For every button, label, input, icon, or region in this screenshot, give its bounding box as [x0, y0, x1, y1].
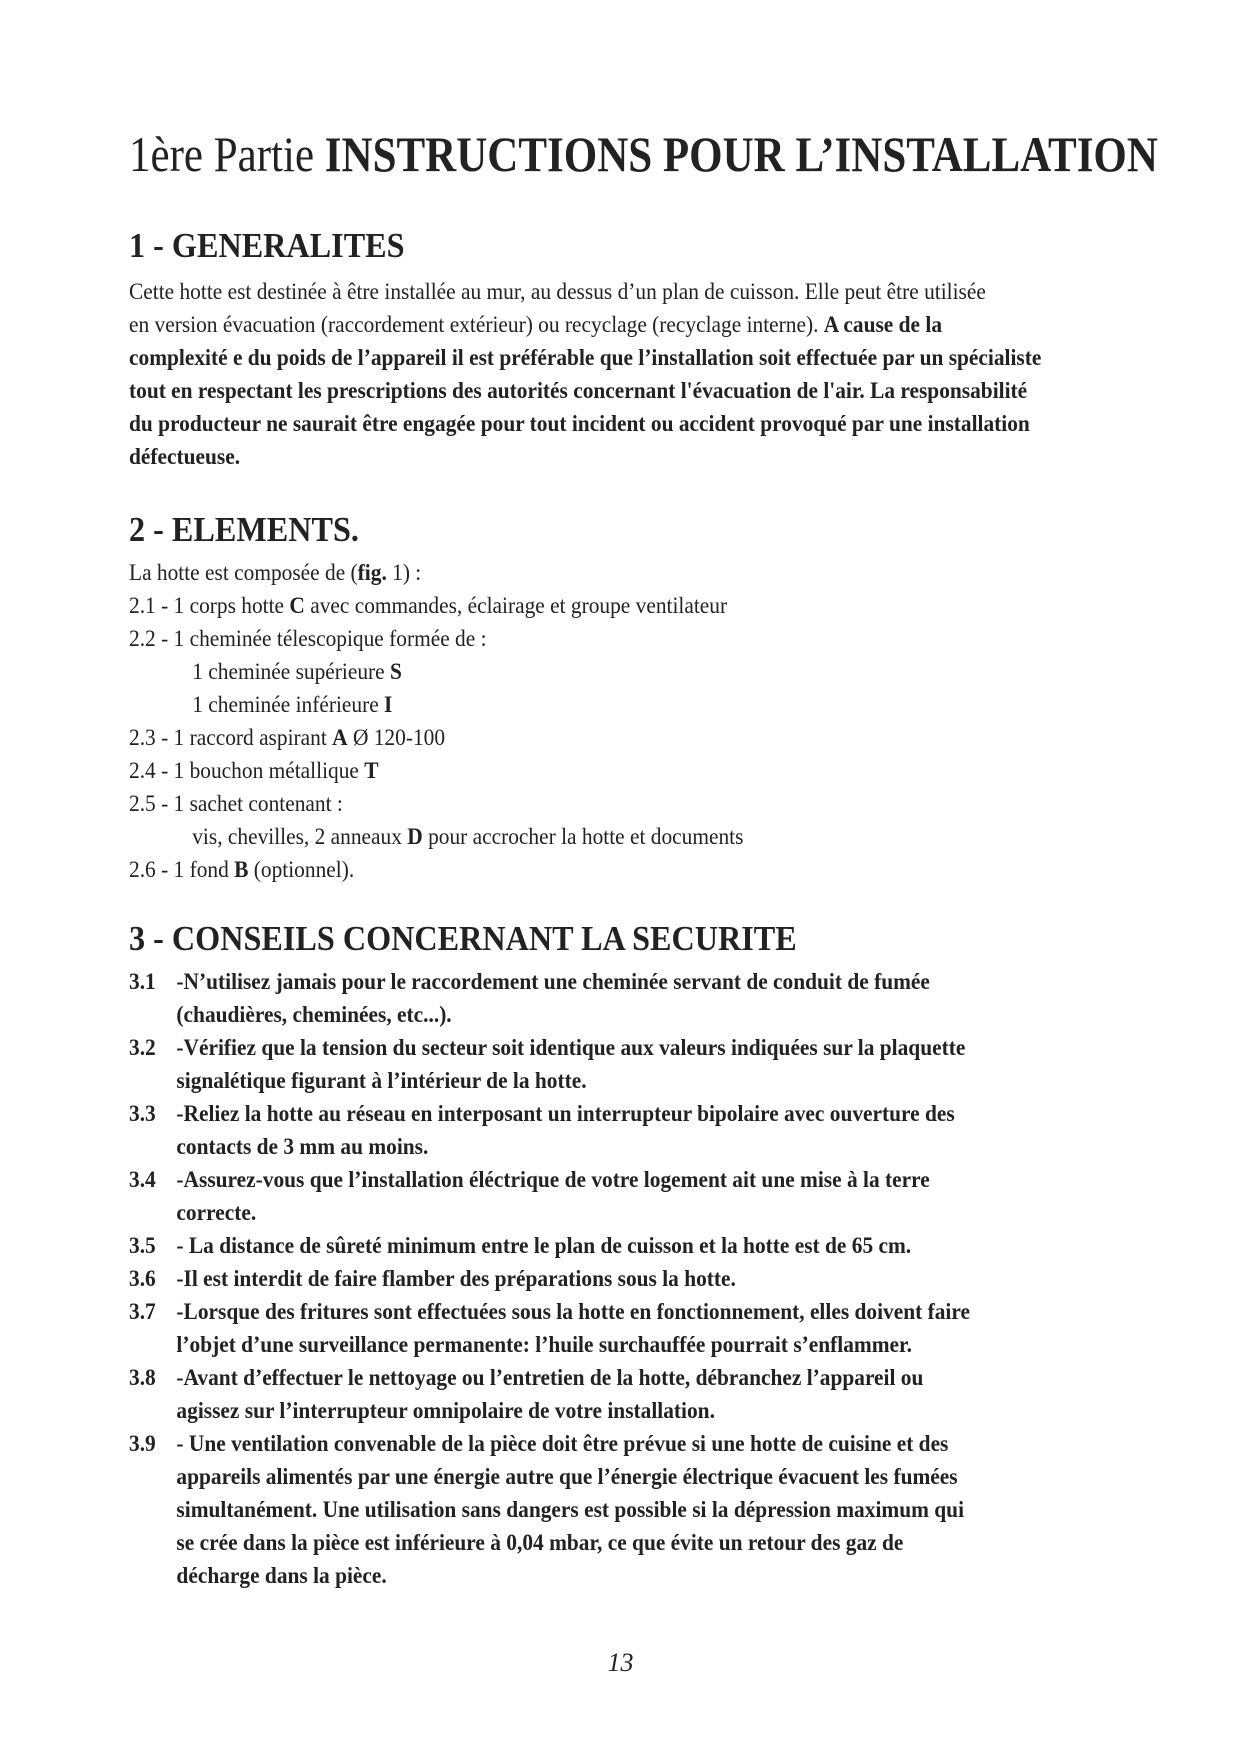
safety-item-cont: correcte. [176, 1200, 257, 1225]
section-3-list [129, 965, 1149, 1592]
s1-line: défectueuse. [129, 444, 241, 469]
safety-item-cont: se crée dans la pièce est inférieure à 0,04 mbar, ce que évite un retour des gaz de [176, 1530, 904, 1555]
safety-item [129, 1031, 1078, 1064]
s1-line: complexité e du poids de l’appareil il est préférable que l’installation soit effectuée par un spécialiste [129, 345, 1042, 370]
s2-item-letter: C [289, 593, 305, 618]
item-text: -Il est interdit de faire flamber des préparations sous la hotte. [176, 1266, 736, 1291]
s2-item-text: 1 cheminée supérieure [192, 659, 391, 684]
s2-intro-fig: fig. [357, 560, 387, 585]
s2-item [129, 853, 1078, 886]
page-number: 13 [607, 1648, 634, 1677]
s2-intro-tail: 1) : [386, 560, 422, 585]
s2-item: 2.5 - 1 sachet contenant : [129, 791, 343, 816]
safety-item [129, 965, 1078, 998]
safety-item-cont: appareils alimentés par une énergie autre que l’énergie électrique évacuent les fumées [176, 1464, 958, 1489]
section-1-body [129, 275, 1149, 473]
s2-subitem [129, 655, 1078, 688]
item-text: -Reliez la hotte au réseau en interposant un interrupteur bipolaire avec ouverture des [176, 1101, 955, 1126]
item-number: 3.9 [129, 1431, 156, 1456]
s1-line-bold: A cause de la [823, 312, 943, 337]
item-number: 3.5 [129, 1233, 156, 1258]
section-1-heading: 1 - GENERALITES [129, 226, 405, 265]
s2-item-letter: I [384, 692, 393, 717]
s2-item-tail: (optionnel). [248, 857, 355, 882]
s2-item-letter: A [332, 725, 348, 750]
item-number: 3.4 [129, 1167, 156, 1192]
s2-item [129, 721, 1078, 754]
s2-item-text: 2.6 - 1 fond [129, 857, 235, 882]
safety-item-cont: l’objet d’une surveillance permanente: l’huile surchauffée pourrait s’enflammer. [176, 1332, 912, 1357]
title-part: 1ère Partie [129, 126, 315, 182]
page-title [129, 124, 1158, 184]
s2-item-text: 2.1 - 1 corps hotte [129, 593, 290, 618]
s1-line: du producteur ne saurait être engagée pour tout incident ou accident provoqué par une installation [129, 411, 1030, 436]
s2-item: 2.2 - 1 cheminée télescopique formée de : [129, 626, 487, 651]
safety-item-cont: (chaudières, cheminées, etc...). [176, 1002, 452, 1027]
s2-item-text: 2.3 - 1 raccord aspirant [129, 725, 333, 750]
title-main: INSTRUCTIONS POUR L’INSTALLATION [324, 126, 1158, 182]
item-number: 3.7 [129, 1299, 156, 1324]
s2-intro [129, 556, 1078, 589]
s2-subitem [129, 688, 1078, 721]
s2-item-letter: S [390, 659, 402, 684]
s2-intro-text: La hotte est composée de ( [129, 560, 358, 585]
safety-item-cont: décharge dans la pièce. [176, 1563, 387, 1588]
item-text: - La distance de sûreté minimum entre le plan de cuisson et la hotte est de 65 cm. [176, 1233, 912, 1258]
safety-item [129, 1295, 1078, 1328]
item-text: -Vérifiez que la tension du secteur soit identique aux valeurs indiquées sur la plaquette [176, 1035, 966, 1060]
s1-line: tout en respectant les prescriptions des autorités concernant l'évacuation de l'air. La responsabilité [129, 378, 1028, 403]
s1-line-text: en version évacuation (raccordement extérieur) ou recyclage (recyclage interne). [129, 312, 819, 337]
item-text: - Une ventilation convenable de la pièce doit être prévue si une hotte de cuisine et des [176, 1431, 949, 1456]
s2-item-text: 2.4 - 1 bouchon métallique [129, 758, 365, 783]
s2-item-letter: D [407, 824, 423, 849]
s2-item-tail: pour accrocher la hotte et documents [422, 824, 744, 849]
s2-item-letter: B [234, 857, 249, 882]
s2-item-text: vis, chevilles, 2 anneaux [192, 824, 408, 849]
item-text: -Lorsque des fritures sont effectuées sous la hotte en fonctionnement, elles doivent faire [176, 1299, 970, 1324]
safety-item-cont: agissez sur l’interrupteur omnipolaire de votre installation. [176, 1398, 715, 1423]
item-number: 3.8 [129, 1365, 156, 1390]
s2-item-tail: Ø 120-100 [347, 725, 446, 750]
section-3-heading: 3 - CONSEILS CONCERNANT LA SECURITE [129, 919, 797, 958]
safety-item-cont: signalétique figurant à l’intérieur de la hotte. [176, 1068, 587, 1093]
s1-line [129, 308, 1078, 341]
item-number: 3.6 [129, 1266, 156, 1291]
s2-item-letter: T [364, 758, 379, 783]
item-text: -Assurez-vous que l’installation éléctrique de votre logement ait une mise à la terre [176, 1167, 930, 1192]
item-text: -N’utilisez jamais pour le raccordement une cheminée servant de conduit de fumée [176, 969, 930, 994]
item-number: 3.1 [129, 969, 156, 994]
safety-item [129, 1229, 1078, 1262]
safety-item [129, 1361, 1078, 1394]
safety-item [129, 1427, 1078, 1460]
item-number: 3.2 [129, 1035, 156, 1060]
safety-item-cont: simultanément. Une utilisation sans dangers est possible si la dépression maximum qui [176, 1497, 965, 1522]
s2-item-tail: avec commandes, éclairage et groupe ventilateur [304, 593, 728, 618]
s1-line: Cette hotte est destinée à être installée au mur, au dessus d’un plan de cuisson. Elle peut être utilisée [129, 279, 986, 304]
section-2-list [129, 556, 1149, 886]
safety-item [129, 1163, 1078, 1196]
safety-item [129, 1262, 1078, 1295]
s2-item [129, 589, 1078, 622]
s2-item [129, 754, 1078, 787]
item-text: -Avant d’effectuer le nettoyage ou l’entretien de la hotte, débranchez l’appareil ou [176, 1365, 924, 1390]
s2-item-text: 1 cheminée inférieure [192, 692, 385, 717]
s2-subitem [129, 820, 1078, 853]
safety-item-cont: contacts de 3 mm au moins. [176, 1134, 429, 1159]
safety-item [129, 1097, 1078, 1130]
section-2-heading: 2 - ELEMENTS. [129, 510, 359, 549]
item-number: 3.3 [129, 1101, 156, 1126]
